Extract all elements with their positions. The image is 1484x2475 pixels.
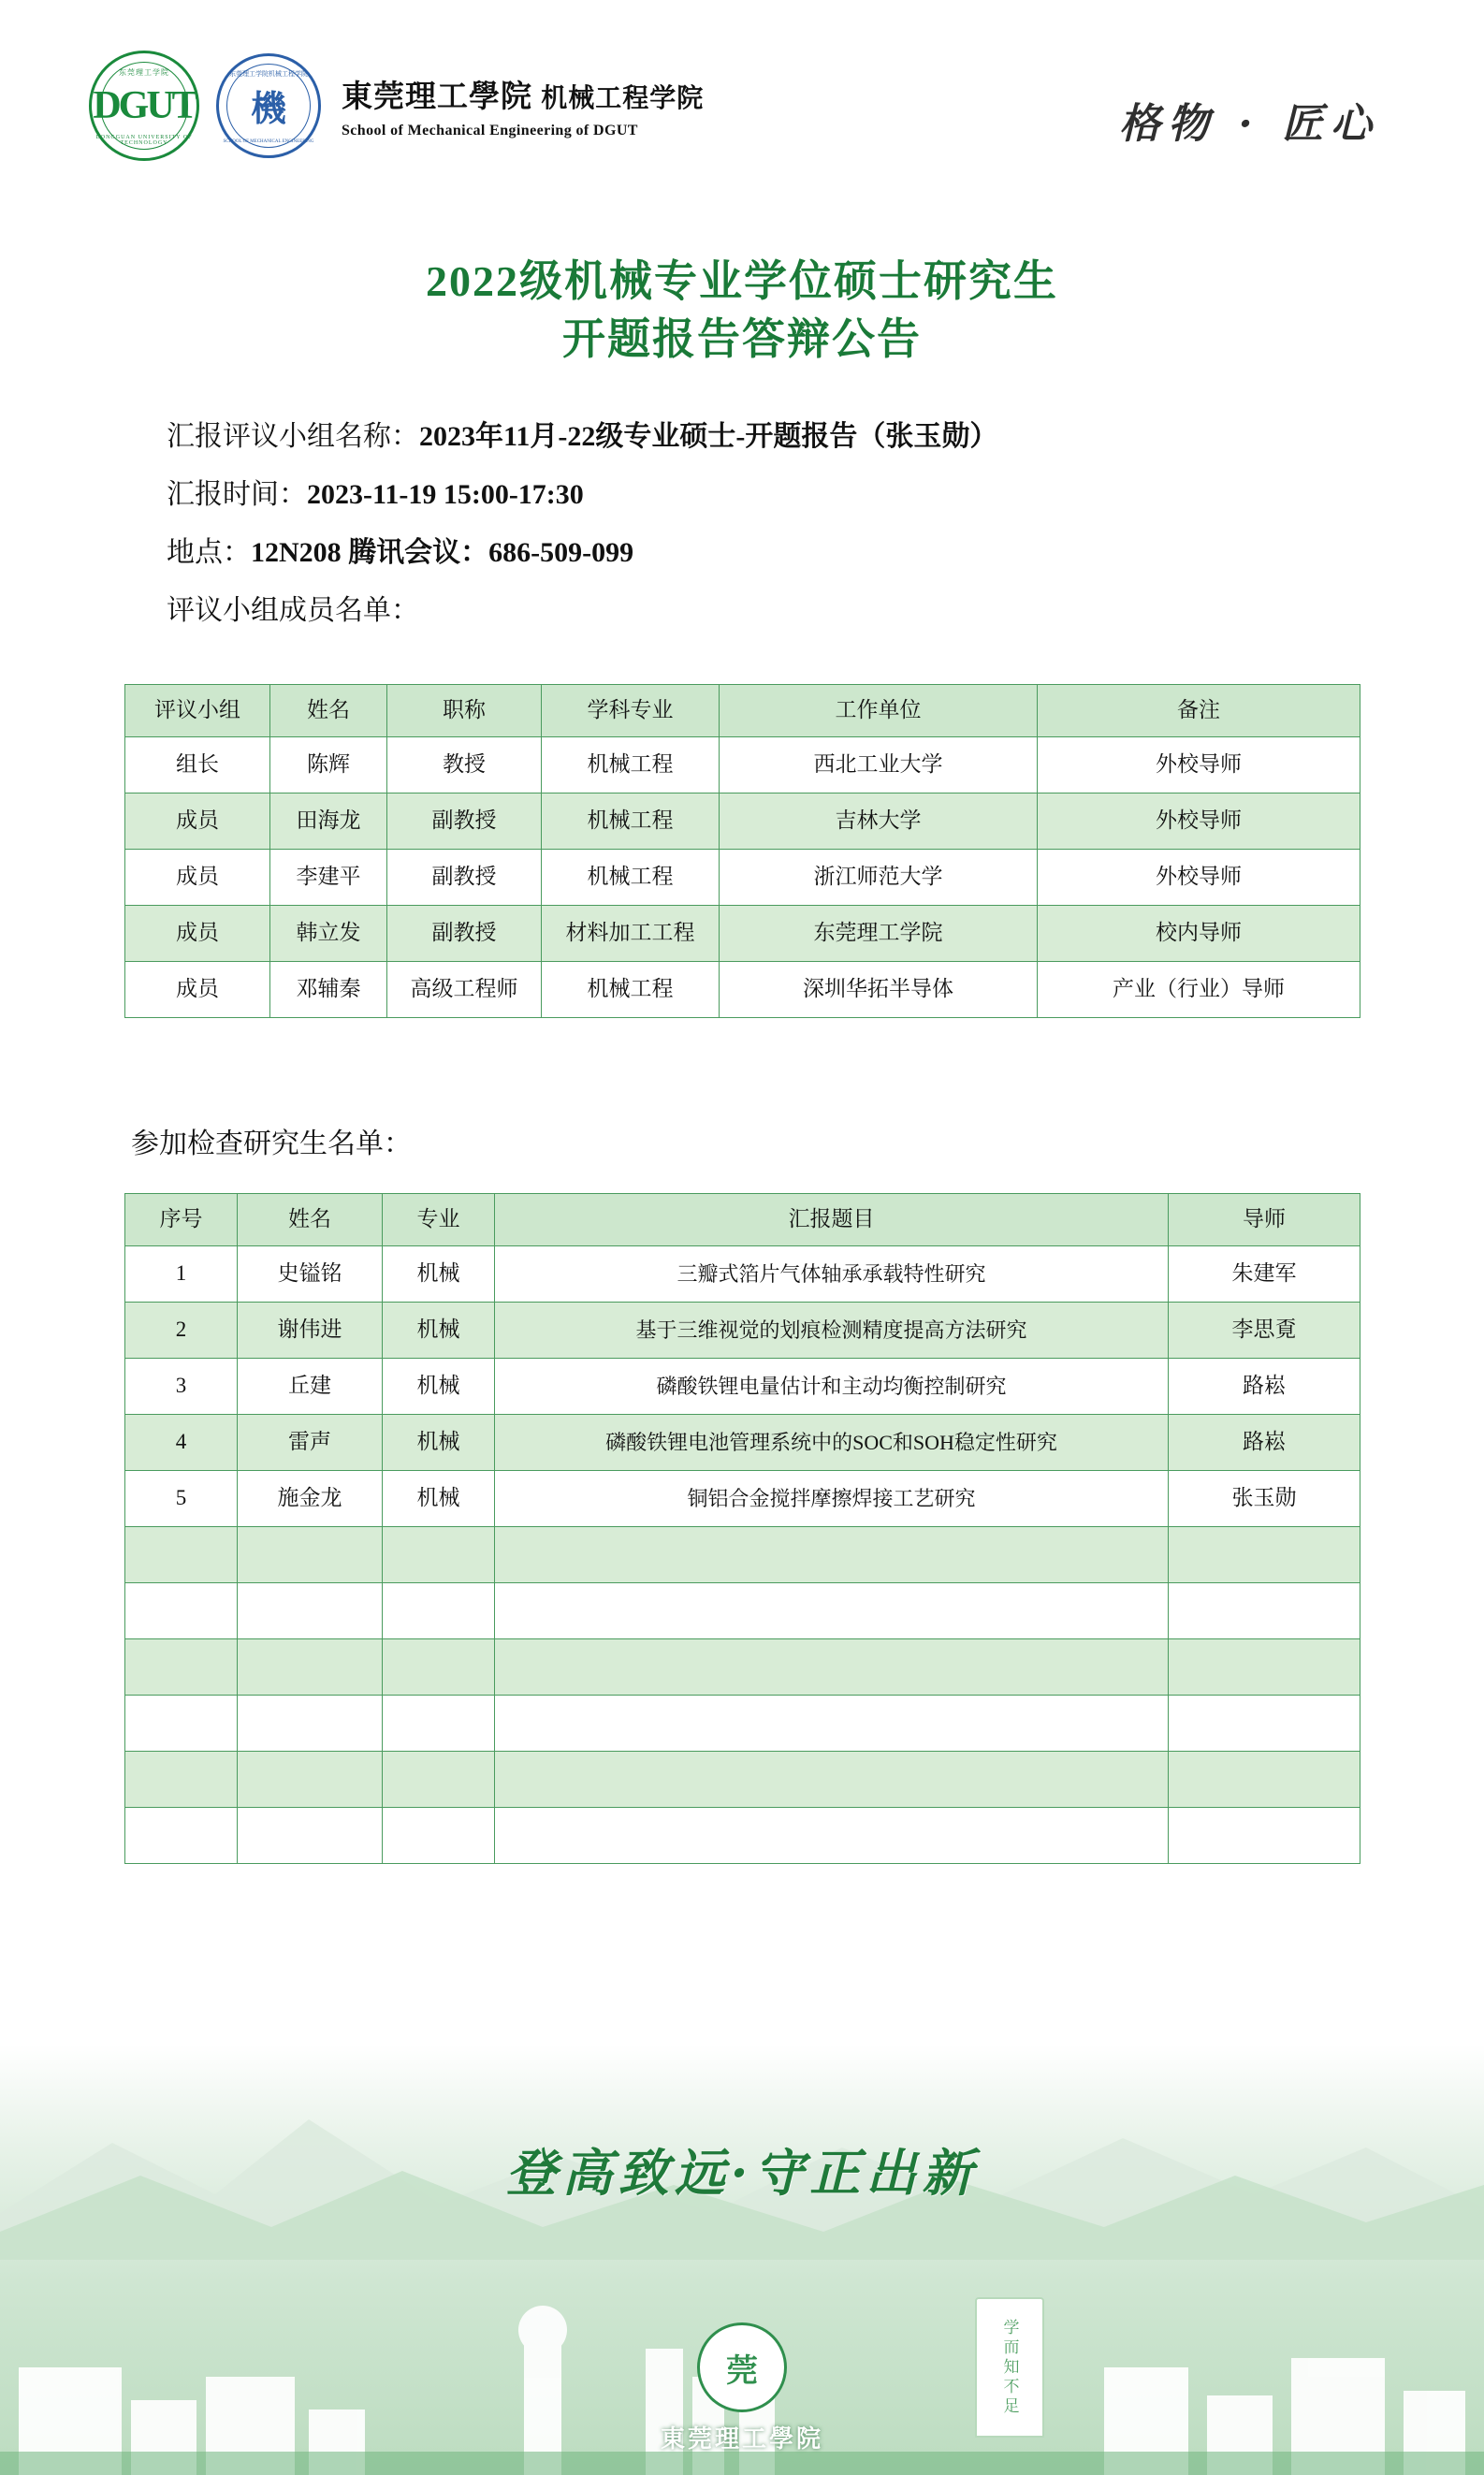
table-row bbox=[125, 906, 1360, 962]
cell-major: 机械工程 bbox=[542, 737, 720, 793]
cell-name bbox=[238, 1583, 383, 1639]
header-slogan: 格物 · 匠心 bbox=[1119, 100, 1379, 148]
cell-note: 校内导师 bbox=[1038, 906, 1360, 962]
cell-major: 机械工程 bbox=[542, 793, 720, 850]
cell-topic: 铜铝合金搅拌摩擦焊接工艺研究 bbox=[495, 1471, 1169, 1527]
students-section-label: 参加检查研究生名单： bbox=[131, 1128, 412, 1159]
committee-table-head bbox=[125, 685, 1360, 737]
committee-th-4: 工作单位 bbox=[720, 685, 1038, 737]
cell-index bbox=[125, 1527, 238, 1583]
page-title bbox=[0, 253, 1484, 369]
cell-advisor: 路崧 bbox=[1169, 1359, 1360, 1415]
footer-seal-icon: 莞 bbox=[697, 2322, 787, 2412]
cell-name: 陈辉 bbox=[270, 737, 387, 793]
cell-topic bbox=[495, 1696, 1169, 1752]
cell-index: 4 bbox=[125, 1415, 238, 1471]
cell-title: 教授 bbox=[387, 737, 542, 793]
header-institution-cn bbox=[342, 72, 704, 116]
committee-th-1: 姓名 bbox=[270, 685, 387, 737]
footer-seal bbox=[625, 2322, 859, 2454]
cell-note: 外校导师 bbox=[1038, 737, 1360, 793]
dgut-logo-ring-bottom: DONGGUAN UNIVERSITY OF TECHNOLOGY bbox=[95, 134, 193, 146]
sme-logo-ring-bottom: SCHOOL OF MECHANICAL ENGINEERING bbox=[223, 138, 314, 144]
cell-name: 丘建 bbox=[238, 1359, 383, 1415]
header-titles bbox=[342, 72, 704, 139]
cell-topic bbox=[495, 1639, 1169, 1696]
cell-major: 机械 bbox=[383, 1415, 495, 1471]
sme-logo-icon bbox=[216, 53, 321, 158]
cell-name bbox=[238, 1527, 383, 1583]
meta-group-value: 2023年11月-22级专业硕士-开题报告（张玉勋） bbox=[419, 421, 998, 452]
cell-index bbox=[125, 1583, 238, 1639]
cell-topic bbox=[495, 1583, 1169, 1639]
table-row bbox=[125, 850, 1360, 906]
dgut-logo-icon bbox=[89, 51, 199, 161]
page-header bbox=[0, 0, 1484, 211]
cell-name: 史镒铭 bbox=[238, 1246, 383, 1303]
cell-major bbox=[383, 1583, 495, 1639]
meta-time-label: 汇报时间： bbox=[167, 479, 307, 510]
page-footer bbox=[0, 2045, 1484, 2475]
students-th-2: 专业 bbox=[383, 1194, 495, 1246]
cell-index bbox=[125, 1752, 238, 1808]
cell-major: 机械 bbox=[383, 1359, 495, 1415]
committee-table bbox=[124, 684, 1360, 1018]
cell-name: 雷声 bbox=[238, 1415, 383, 1471]
cell-note: 外校导师 bbox=[1038, 850, 1360, 906]
cell-role: 成员 bbox=[125, 906, 270, 962]
cell-role: 组长 bbox=[125, 737, 270, 793]
cell-advisor bbox=[1169, 1696, 1360, 1752]
students-th-3: 汇报题目 bbox=[495, 1194, 1169, 1246]
meta-time-value: 2023-11-19 15:00-17:30 bbox=[307, 479, 584, 510]
cell-index: 2 bbox=[125, 1303, 238, 1359]
footer-slogan: 登高致远·守正出新 bbox=[505, 2143, 979, 2203]
meta-committee-label: 评议小组成员名单： bbox=[167, 595, 419, 626]
students-th-4: 导师 bbox=[1169, 1194, 1360, 1246]
cell-title: 高级工程师 bbox=[387, 962, 542, 1018]
students-table bbox=[124, 1193, 1360, 1864]
students-th-0: 序号 bbox=[125, 1194, 238, 1246]
cell-name: 韩立发 bbox=[270, 906, 387, 962]
committee-th-0: 评议小组 bbox=[125, 685, 270, 737]
dgut-logo-ring-top: 东莞理工学院 bbox=[119, 67, 169, 77]
sme-logo-ring-top: 东莞理工学院机械工程学院 bbox=[229, 69, 308, 78]
cell-index: 1 bbox=[125, 1246, 238, 1303]
cell-index: 5 bbox=[125, 1471, 238, 1527]
table-row bbox=[125, 1246, 1360, 1303]
header-university-cn: 東莞理工學院 bbox=[342, 80, 532, 114]
committee-th-2: 职称 bbox=[387, 685, 542, 737]
table-row bbox=[125, 1359, 1360, 1415]
cell-major: 材料加工工程 bbox=[542, 906, 720, 962]
cell-major bbox=[383, 1527, 495, 1583]
table-row bbox=[125, 1471, 1360, 1527]
stele-text: 学而知不足 bbox=[1000, 2318, 1019, 2417]
cell-major bbox=[383, 1696, 495, 1752]
table-row bbox=[125, 1808, 1360, 1864]
cell-advisor: 张玉勋 bbox=[1169, 1471, 1360, 1527]
cell-name: 谢伟进 bbox=[238, 1303, 383, 1359]
header-institution-en: School of Mechanical Engineering of DGUT bbox=[342, 122, 638, 138]
table-header-row bbox=[125, 685, 1360, 737]
table-row bbox=[125, 1639, 1360, 1696]
cell-title: 副教授 bbox=[387, 793, 542, 850]
meta-place bbox=[167, 539, 1336, 567]
cell-note: 产业（行业）导师 bbox=[1038, 962, 1360, 1018]
cell-index bbox=[125, 1639, 238, 1696]
stele-monument bbox=[975, 2297, 1044, 2438]
cell-major: 机械 bbox=[383, 1303, 495, 1359]
meta-place-label: 地点： bbox=[167, 537, 251, 568]
students-table-wrap bbox=[124, 1193, 1360, 1864]
cell-major bbox=[383, 1639, 495, 1696]
page-title-line1: 2022级机械专业学位硕士研究生 bbox=[426, 257, 1058, 305]
cell-name: 邓辅秦 bbox=[270, 962, 387, 1018]
cell-name: 李建平 bbox=[270, 850, 387, 906]
cell-topic: 基于三维视觉的划痕检测精度提高方法研究 bbox=[495, 1303, 1169, 1359]
cell-major: 机械工程 bbox=[542, 850, 720, 906]
cell-name: 施金龙 bbox=[238, 1471, 383, 1527]
table-row bbox=[125, 793, 1360, 850]
cell-role: 成员 bbox=[125, 793, 270, 850]
cell-unit: 浙江师范大学 bbox=[720, 850, 1038, 906]
committee-th-3: 学科专业 bbox=[542, 685, 720, 737]
cell-unit: 吉林大学 bbox=[720, 793, 1038, 850]
table-row bbox=[125, 1415, 1360, 1471]
meta-group-label: 汇报评议小组名称： bbox=[167, 421, 419, 452]
table-row bbox=[125, 737, 1360, 793]
header-school-cn: 机械工程学院 bbox=[541, 83, 705, 113]
cell-unit: 西北工业大学 bbox=[720, 737, 1038, 793]
cell-index bbox=[125, 1696, 238, 1752]
cell-advisor: 朱建军 bbox=[1169, 1246, 1360, 1303]
cell-topic bbox=[495, 1527, 1169, 1583]
cell-role: 成员 bbox=[125, 962, 270, 1018]
sme-logo-mark: 機 bbox=[250, 90, 286, 129]
committee-th-5: 备注 bbox=[1038, 685, 1360, 737]
cell-note: 外校导师 bbox=[1038, 793, 1360, 850]
table-row bbox=[125, 962, 1360, 1018]
cell-advisor bbox=[1169, 1583, 1360, 1639]
cell-role: 成员 bbox=[125, 850, 270, 906]
students-table-body bbox=[125, 1246, 1360, 1864]
committee-table-wrap bbox=[124, 684, 1360, 1018]
table-row bbox=[125, 1752, 1360, 1808]
cell-major bbox=[383, 1808, 495, 1864]
cell-topic: 三瓣式箔片气体轴承承载特性研究 bbox=[495, 1246, 1169, 1303]
table-row bbox=[125, 1527, 1360, 1583]
cell-advisor bbox=[1169, 1808, 1360, 1864]
cell-major bbox=[383, 1752, 495, 1808]
cell-topic: 磷酸铁锂电量估计和主动均衡控制研究 bbox=[495, 1359, 1169, 1415]
cell-unit: 深圳华拓半导体 bbox=[720, 962, 1038, 1018]
cell-major: 机械工程 bbox=[542, 962, 720, 1018]
cell-advisor bbox=[1169, 1752, 1360, 1808]
cell-topic bbox=[495, 1808, 1169, 1864]
cell-major: 机械 bbox=[383, 1471, 495, 1527]
table-row bbox=[125, 1696, 1360, 1752]
cell-index bbox=[125, 1808, 238, 1864]
students-table-head bbox=[125, 1194, 1360, 1246]
cell-topic: 磷酸铁锂电池管理系统中的SOC和SOH稳定性研究 bbox=[495, 1415, 1169, 1471]
cell-title: 副教授 bbox=[387, 906, 542, 962]
footer-seal-name: 東莞理工學院 bbox=[660, 2425, 823, 2453]
cell-name bbox=[238, 1808, 383, 1864]
cell-name bbox=[238, 1752, 383, 1808]
cell-advisor: 李思覔 bbox=[1169, 1303, 1360, 1359]
cell-advisor bbox=[1169, 1527, 1360, 1583]
cell-name: 田海龙 bbox=[270, 793, 387, 850]
cell-topic bbox=[495, 1752, 1169, 1808]
meta-place-value: 12N208 腾讯会议：686-509-099 bbox=[251, 537, 634, 568]
cell-major: 机械 bbox=[383, 1246, 495, 1303]
cell-name bbox=[238, 1639, 383, 1696]
meta-block bbox=[167, 423, 1336, 655]
cell-name bbox=[238, 1696, 383, 1752]
students-th-1: 姓名 bbox=[238, 1194, 383, 1246]
dgut-logo-mark: DGUT bbox=[93, 83, 196, 127]
cell-title: 副教授 bbox=[387, 850, 542, 906]
cell-index: 3 bbox=[125, 1359, 238, 1415]
cell-advisor: 路崧 bbox=[1169, 1415, 1360, 1471]
page-title-line2: 开题报告答辩公告 bbox=[562, 315, 922, 364]
table-row bbox=[125, 1303, 1360, 1359]
meta-group bbox=[167, 423, 1336, 451]
committee-table-body bbox=[125, 737, 1360, 1018]
cell-unit: 东莞理工学院 bbox=[720, 906, 1038, 962]
table-row bbox=[125, 1583, 1360, 1639]
table-header-row bbox=[125, 1194, 1360, 1246]
meta-time bbox=[167, 481, 1336, 509]
cell-advisor bbox=[1169, 1639, 1360, 1696]
